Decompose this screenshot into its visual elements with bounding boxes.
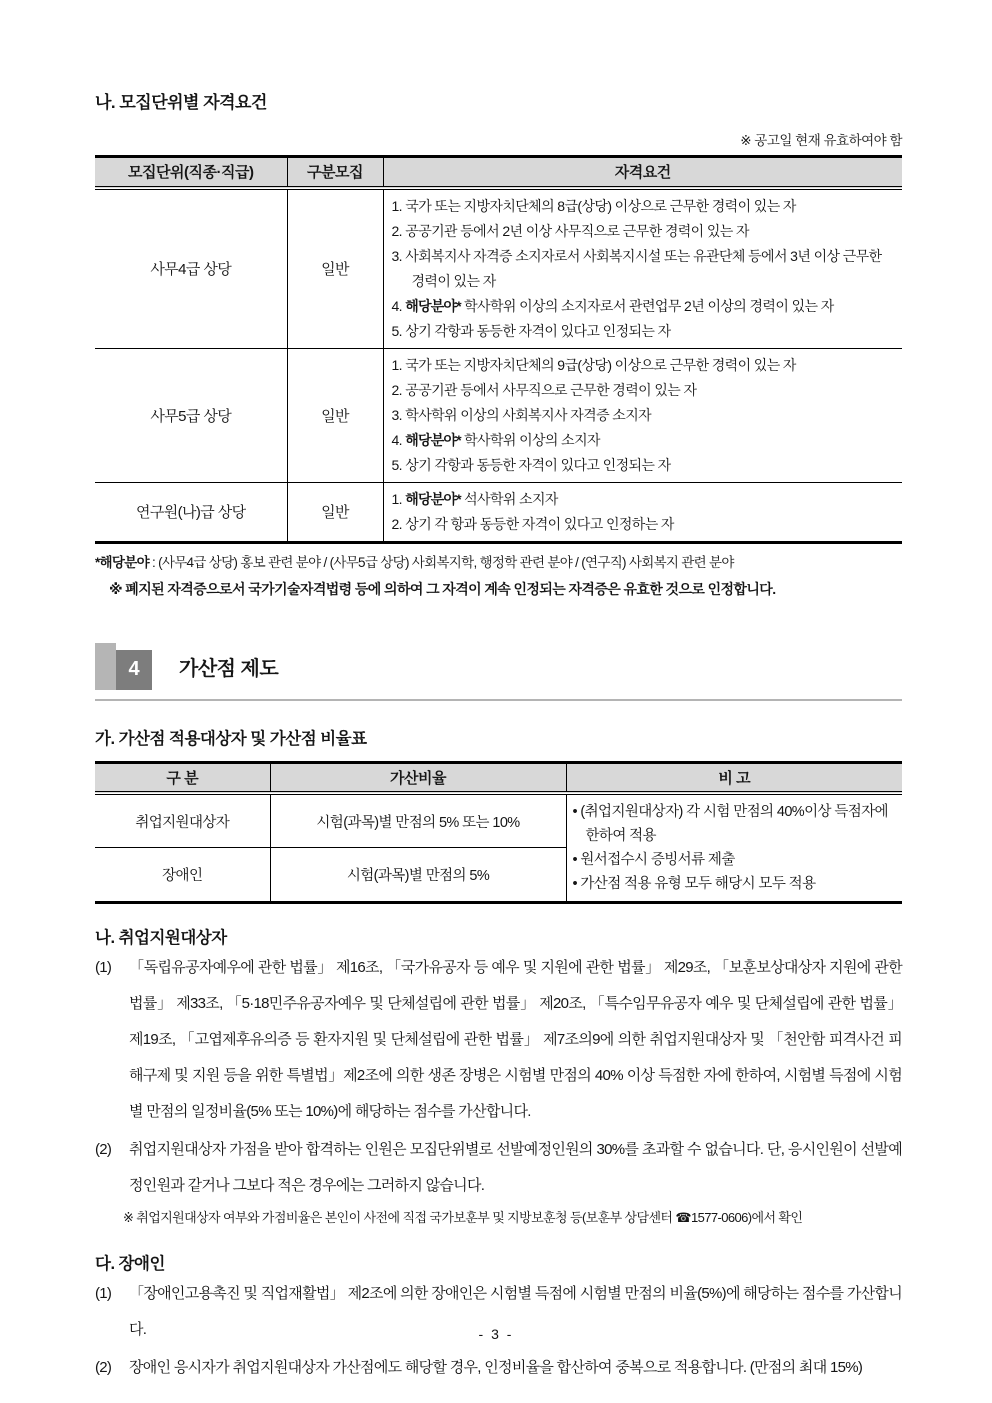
item-text: 상기 각항과 동등한 자격이 있다고 인정되는 자: [405, 322, 671, 339]
item-number: 1.: [391, 490, 406, 507]
numbered-paragraph: [95, 1350, 902, 1386]
item-number: 2.: [391, 515, 406, 532]
requirement-item: [392, 353, 895, 378]
bonus-category-cell: 취업지원대상자: [95, 793, 270, 848]
qualification-table-row: [95, 188, 902, 349]
item-bold-term: 해당분야*: [405, 297, 461, 314]
item-text: 국가 또는 지방자치단체의 8급(상당) 이상으로 근무한 경력이 있는 자: [405, 197, 796, 214]
item-text: 사회복지사 자격증 소지자로서 사회복지시설 또는 유관단체 등에서 3년 이상 근무한 경력이 있는 자: [405, 247, 882, 289]
section-number-badge: [95, 643, 153, 690]
item-number: 3.: [391, 406, 406, 423]
requirement-item: [392, 487, 895, 512]
item-number: 2.: [391, 222, 406, 239]
validity-note: ※ 공고일 현재 유효하여야 함: [740, 133, 902, 148]
paragraph-number: (1): [95, 1285, 112, 1302]
bonus-ratio-cell: 시험(과목)별 만점의 5% 또는 10%: [270, 793, 566, 848]
item-number: 2.: [391, 381, 406, 398]
bonus-table-row: [95, 793, 902, 848]
qual-header-category: 구분모집: [287, 157, 383, 188]
bonus-header-ratio: 가산비율: [270, 762, 566, 793]
paragraph-number: (2): [95, 1359, 112, 1376]
item-bold-term: 해당분야*: [405, 431, 461, 448]
bonus-category-cell: 장애인: [95, 848, 270, 903]
badge-number: 4: [116, 650, 152, 690]
section-4-title: 가산점 제도: [179, 657, 279, 680]
unit-cell: 사무4급 상당: [95, 188, 287, 349]
paragraph-text: 「독립유공자예우에 관한 법률」 제16조, 「국가유공자 등 예우 및 지원에 관한 법률」 제29조, 「보훈보상대상자 지원에 관한 법률」 제33조, 「5·18민주유공자예우 및 단체설립에 관한 법률」 제20조, 「특수임무유공자 예우 및 단체설립에 관한 법률」 제19조, 「고엽제후유의증 등 환자지원 및 단체설립에 관한 법률」 제7조의9에 의한 취업지원대상자 및 「천안함 피격사건 피해구제 및 지원 등을 위한 특별법」제2조에 의한 생존 장병은 시험별 만점의 40% 이상 득점한 자에 한하여, 시험별 득점에 시험별 만점의 일정비율(5% 또는 10%)에 해당하는 점수를 가산합니다.: [129, 959, 902, 1120]
footnote-rest-text: : (사무4급 상당) 홍보 관련 분야 / (사무5급 상당) 사회복지학, 행정학 관련 분야 / (연구직) 사회복지 관련 분야: [148, 554, 734, 570]
requirements-cell: [383, 348, 902, 482]
requirement-item: [392, 512, 895, 537]
item-number: 4.: [391, 297, 406, 314]
paragraph-text: 「장애인고용촉진 및 직업재활법」 제2조에 의한 장애인은 시험별 득점에 시험별 만점의 비율(5%)에 해당하는 점수를 가산합니다.: [129, 1285, 902, 1338]
item-number: 1.: [391, 197, 406, 214]
qualification-table-header-row: [95, 157, 902, 188]
paragraph-number: (1): [95, 959, 112, 976]
bonus-ratio-table: [95, 761, 902, 905]
qualification-table-row: [95, 348, 902, 482]
item-text: 공공기관 등에서 2년 이상 사무직으로 근무한 경력이 있는 자: [405, 222, 749, 239]
item-text: 석사학위 소지자: [460, 490, 558, 507]
veterans-check-note: ※ 취업지원대상자 여부와 가점비율은 본인이 사전에 직접 국가보훈부 및 지방보훈청 등(보훈부 상담센터 ☎1577-0606)에서 확인: [123, 1210, 803, 1225]
requirement-item: [392, 428, 895, 453]
item-text: 공공기관 등에서 사무직으로 근무한 경력이 있는 자: [405, 381, 697, 398]
requirements-cell: [383, 482, 902, 542]
requirement-item: [392, 219, 895, 244]
category-cell: 일반: [287, 348, 383, 482]
qual-header-unit: 모집단위(직종·직급): [95, 157, 287, 188]
requirement-item: [392, 403, 895, 428]
paragraph-text: 장애인 응시자가 취업지원대상자 가산점에도 해당할 경우, 인정비율을 합산하여 중복으로 적용합니다. (만점의 최대 15%): [129, 1359, 863, 1376]
item-text: 상기 각항과 동등한 자격이 있다고 인정되는 자: [405, 456, 671, 473]
bonus-ratio-cell: 시험(과목)별 만점의 5%: [270, 848, 566, 903]
bonus-header-remark: 비 고: [566, 762, 902, 793]
remark-bullet-item: • (취업지원대상자) 각 시험 만점의 40%이상 득점자에 한하여 적용: [572, 804, 888, 844]
bonus-table-header-row: [95, 762, 902, 793]
item-text: 학사학위 이상의 사회복지사 자격증 소지자: [405, 406, 652, 423]
section-b2-heading: 나. 취업지원대상자: [95, 929, 227, 947]
numbered-paragraph: [95, 1132, 902, 1204]
item-number: 5.: [391, 322, 406, 339]
unit-cell: 사무5급 상당: [95, 348, 287, 482]
numbered-paragraph: [95, 950, 902, 1130]
footnote-bold-label: *해당분야: [95, 554, 149, 570]
item-number: 4.: [391, 431, 406, 448]
requirements-cell: [383, 188, 902, 349]
item-number: 3.: [391, 247, 406, 264]
item-number: 1.: [391, 356, 406, 373]
paragraph-text: 취업지원대상자 가점을 받아 합격하는 인원은 모집단위별로 선발예정인원의 30%를 초과할 수 없습니다. 단, 응시인원이 선발예정인원과 같거나 그보다 적은 경우에는 그러하지 않습니다.: [129, 1141, 902, 1194]
requirement-item: [392, 244, 895, 294]
requirement-item: [392, 378, 895, 403]
category-cell: 일반: [287, 482, 383, 542]
requirement-item: [392, 453, 895, 478]
section-b-heading: 나. 모집단위별 자격요건: [95, 93, 267, 112]
item-bold-term: 해당분야*: [405, 490, 461, 507]
requirement-item: [392, 319, 895, 344]
bonus-header-category: 구 분: [95, 762, 270, 793]
requirement-item: [392, 194, 895, 219]
footnote-abolished-certificates: ※ 폐지된 자격증으로서 국가기술자격법령 등에 의하여 그 자격이 계속 인정되는 자격증은 유효한 것으로 인정합니다.: [109, 580, 776, 597]
unit-cell: 연구원(나)급 상당: [95, 482, 287, 542]
requirement-item: [392, 294, 895, 319]
category-cell: 일반: [287, 188, 383, 349]
item-text: 학사학위 이상의 소지자: [460, 431, 600, 448]
item-text: 상기 각 항과 동등한 자격이 있다고 인정하는 자: [405, 515, 674, 532]
item-text: 학사학위 이상의 소지자로서 관련업무 2년 이상의 경력이 있는 자: [460, 297, 834, 314]
qual-header-requirements: 자격요건: [383, 157, 902, 188]
remark-bullet-item: • 원서접수시 증빙서류 제출: [572, 852, 735, 868]
remark-bullet-item: • 가산점 적용 유형 모두 해당시 모두 적용: [572, 876, 816, 892]
section-c-heading: 다. 장애인: [95, 1255, 165, 1273]
qualification-table-row: [95, 482, 902, 542]
bonus-remark-cell: [566, 793, 902, 903]
paragraph-number: (2): [95, 1141, 112, 1158]
section-4-banner: [95, 643, 902, 701]
page-number: - 3 -: [478, 1326, 514, 1342]
item-text: 국가 또는 지방자치단체의 9급(상당) 이상으로 근무한 경력이 있는 자: [405, 356, 796, 373]
sub-a-heading: 가. 가산점 적용대상자 및 가산점 비율표: [95, 729, 367, 748]
badge-tail-bar: [95, 643, 116, 690]
footnote-applicable-field: [95, 551, 902, 571]
item-number: 5.: [391, 456, 406, 473]
qualification-table: [95, 155, 902, 544]
section-b2-paragraphs: [95, 950, 902, 1204]
